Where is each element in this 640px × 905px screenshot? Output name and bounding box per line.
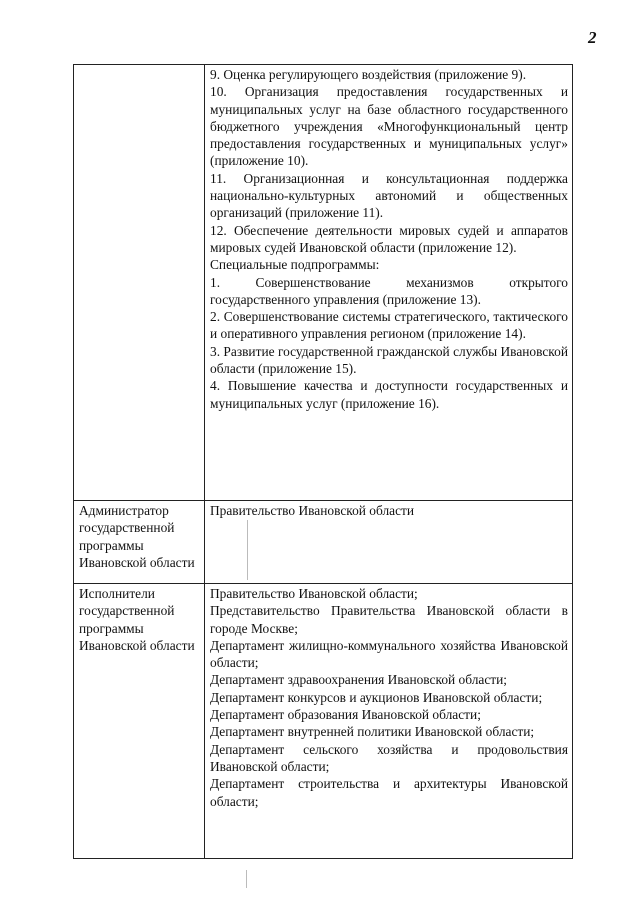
- executors-list-cell: [205, 584, 573, 859]
- subprogram-item: 11. Организационная и консультационная поддержка национально-культурных автономий и общественных организаций (приложение 11).: [210, 170, 568, 221]
- subprogram-item: 9. Оценка регулирующего воздействия (приложение 9).: [210, 67, 527, 82]
- executor-item: Представительство Правительства Ивановской области в городе Москве;: [210, 603, 568, 636]
- executor-item: Департамент жилищно-коммунального хозяйства Ивановской области;: [210, 637, 568, 671]
- administrator-row: [74, 501, 573, 584]
- subprograms-row: [74, 65, 573, 501]
- executor-item: Правительство Ивановской области;: [210, 586, 418, 601]
- program-passport-table: [73, 64, 573, 859]
- special-subprograms-heading: Специальные подпрограммы:: [210, 257, 380, 273]
- subprograms-list-cell: [205, 65, 573, 501]
- subprogram-item: 12. Обеспечение деятельности мировых судей и аппаратов мировых судей Ивановской области (приложение 12).: [210, 222, 568, 255]
- scan-artifact: [246, 870, 247, 888]
- special-subprogram-item: 2. Совершенствование системы стратегического, тактического и оперативного управления регионом (приложение 14).: [210, 309, 568, 342]
- special-subprogram-item: 4. Повышение качества и доступности государственных и муниципальных услуг (приложение 16).: [210, 378, 568, 411]
- executor-item: Департамент образования Ивановской области;: [210, 707, 481, 723]
- executors-row: [74, 584, 573, 859]
- executor-item: Департамент конкурсов и аукционов Ивановской области;: [210, 689, 543, 705]
- administrator-label: Администратор государственной программы Ивановской области: [74, 501, 205, 584]
- scan-artifact: [247, 520, 248, 580]
- executor-item: Департамент сельского хозяйства и продовольствия Ивановской области;: [210, 741, 568, 774]
- executor-item: Департамент внутренней политики Ивановской области;: [210, 724, 535, 740]
- executor-item: Департамент здравоохранения Ивановской области;: [210, 672, 508, 688]
- special-subprogram-item: 1. Совершенствование механизмов открытого государственного управления (приложение 13).: [210, 274, 568, 307]
- subprograms-label-cell: [74, 65, 205, 501]
- executor-item: Департамент строительства и архитектуры Ивановской области;: [210, 776, 568, 809]
- special-subprogram-item: 3. Развитие государственной гражданской службы Ивановской области (приложение 15).: [210, 343, 568, 377]
- administrator-value: Правительство Ивановской области: [205, 501, 573, 584]
- subprogram-item: 10. Организация предоставления государственных и муниципальных услуг на базе областного государственного бюджетного учреждения «Многофункциональный центр предоставления государственных и муниципальных услуг» (приложение 10).: [210, 84, 568, 169]
- executors-label: Исполнители государственной программы Ивановской области: [74, 584, 205, 859]
- page-number: 2: [588, 28, 597, 47]
